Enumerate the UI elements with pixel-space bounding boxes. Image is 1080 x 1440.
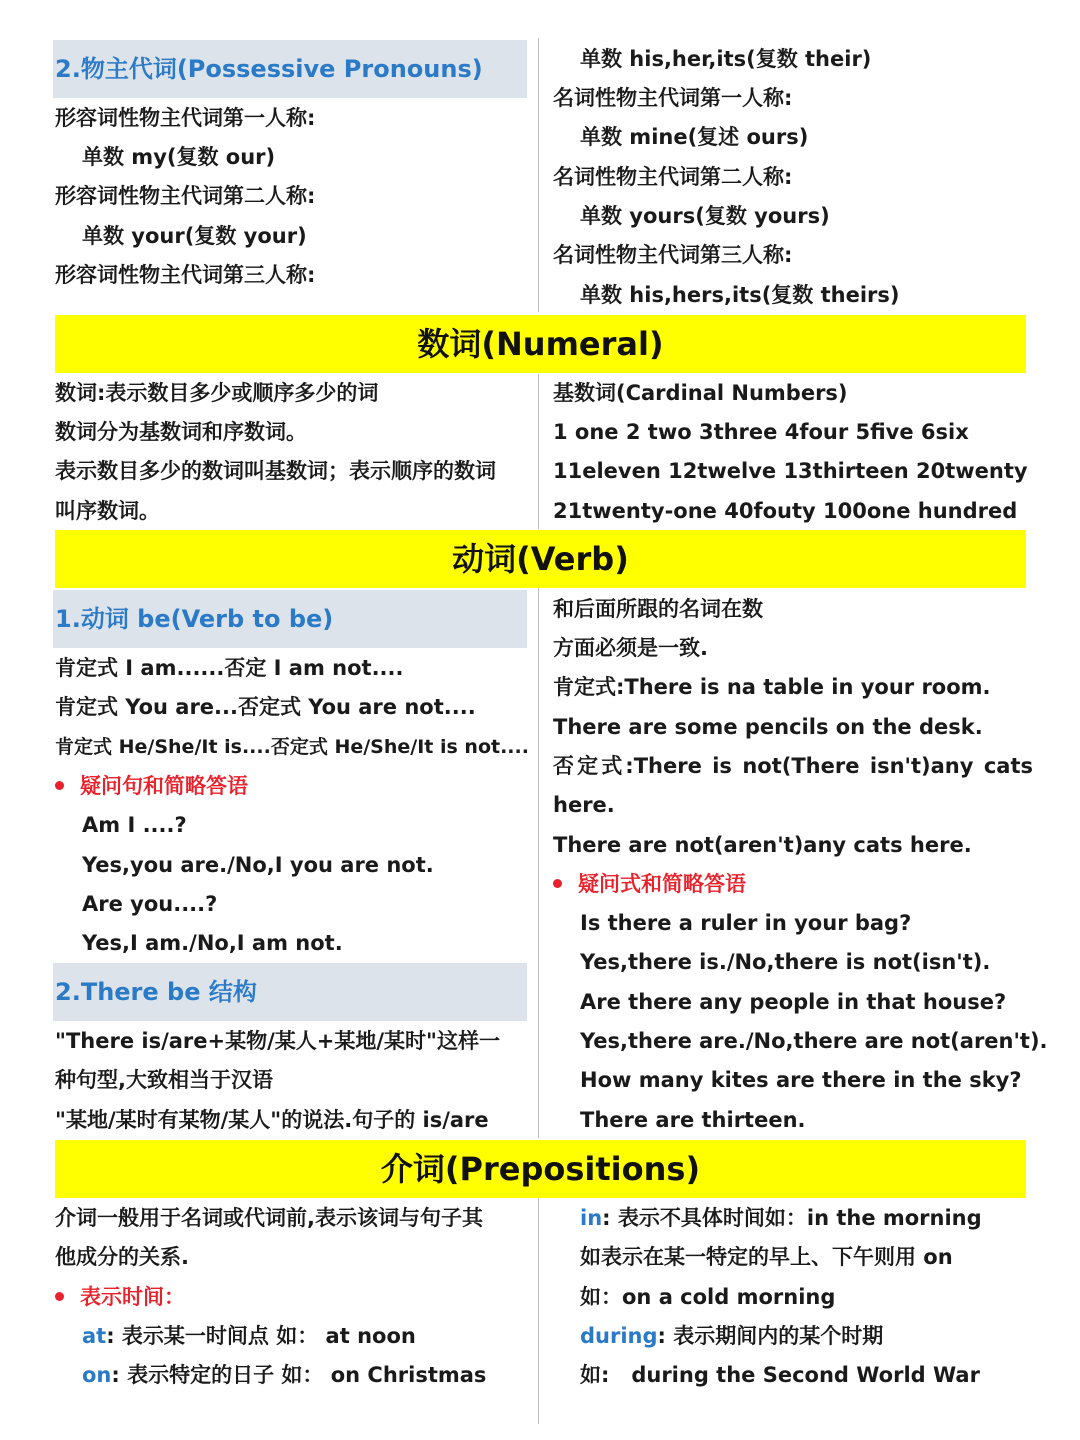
pronoun-right-line: 单数 mine(复述 ours): [580, 125, 809, 149]
numeral-left-line: 表示数目多少的数词叫基数词；表示顺序的数词: [55, 459, 496, 483]
verb-right-qa-line: There are thirteen.: [580, 1108, 806, 1132]
verb-right-line: 和后面所跟的名词在数: [553, 597, 763, 621]
numeral-right-line: 基数词(Cardinal Numbers): [553, 381, 848, 405]
numeral-right-line: 1 one 2 two 3three 4four 5five 6six: [553, 420, 969, 444]
bullet-dot-icon: [55, 781, 64, 790]
numeral-section-title: 数词(Numeral): [55, 315, 1026, 373]
pronoun-right-line: 名词性物主代词第三人称:: [553, 243, 793, 267]
verb-right-line: 肯定式:There is na table in your room.: [553, 675, 991, 699]
pronoun-left-line: 单数 my(复数 our): [82, 145, 276, 169]
pronoun-right-line: 单数 yours(复数 yours): [580, 204, 830, 228]
verb-section-title: 动词(Verb): [55, 530, 1026, 588]
prep-on-text: : 表示特定的日子 如： on Christmas: [111, 1363, 487, 1387]
verb-be-bullet: [55, 767, 527, 806]
pronoun-left-line: 形容词性物主代词第三人称:: [55, 263, 316, 287]
prep-at-line: [55, 1317, 554, 1356]
there-be-heading: 2.There be 结构: [53, 963, 527, 1021]
prep-intro-line: 他成分的关系.: [55, 1245, 189, 1269]
keyword-at: at: [82, 1324, 107, 1348]
prep-in-text: : 表示不具体时间如：in the morning: [602, 1206, 982, 1230]
verb-be-line: 肯定式 You are...否定式 You are not....: [55, 695, 476, 719]
bullet-dot-icon: [553, 879, 562, 888]
verb-right-qa-line: Yes,there is./No,there is not(isn't).: [580, 950, 991, 974]
pronoun-left-line: 单数 your(复数 your): [82, 224, 307, 248]
verb-right-qa-line: Are there any people in that house?: [580, 990, 1007, 1014]
prep-right-line: 如: during the Second World War: [580, 1363, 980, 1387]
numeral-left-line: 数词:表示数目多少或顺序多少的词: [55, 381, 379, 405]
numeral-left-line: 数词分为基数词和序数词。: [55, 420, 307, 444]
verb-be-line: 肯定式 He/She/It is....否定式 He/She/It is not....: [55, 736, 529, 758]
numeral-right-line: 21twenty-one 40fouty 100one hundred: [553, 499, 1018, 523]
bullet-label: 疑问式和简略答语: [578, 872, 746, 896]
keyword-on: on: [82, 1363, 112, 1387]
prep-in-line: [553, 1199, 1060, 1238]
pronoun-right-line: 单数 his,hers,its(复数 theirs): [580, 283, 900, 307]
possessive-pronouns-heading: 2.物主代词(Possessive Pronouns): [53, 40, 527, 98]
verb-right-qa-line: Is there a ruler in your bag?: [580, 911, 912, 935]
prep-during-text: : 表示期间内的某个时期: [657, 1324, 884, 1348]
prep-intro-line: 介词一般用于名词或代词前,表示该词与句子其: [55, 1206, 483, 1230]
verb-be-qa-line: Yes,you are./No,I you are not.: [82, 853, 434, 877]
prep-right-line: 如：on a cold morning: [580, 1285, 836, 1309]
verb-right-line: 方面必须是一致.: [553, 636, 708, 660]
numeral-left-line: 叫序数词。: [55, 499, 160, 523]
verb-be-qa-line: Are you....?: [82, 892, 218, 916]
keyword-in: in: [580, 1206, 603, 1230]
prep-time-bullet: [55, 1278, 527, 1317]
there-be-line: 种句型,大致相当于汉语: [55, 1068, 273, 1092]
there-be-line: "某地/某时有某物/某人"的说法.句子的 is/are: [55, 1108, 489, 1132]
pronoun-right-line: 名词性物主代词第二人称:: [553, 165, 793, 189]
verb-right-bullet: [553, 865, 1033, 904]
pronoun-right-line: 名词性物主代词第一人称:: [553, 86, 793, 110]
verb-right-qa-line: Yes,there are./No,there are not(aren't).: [580, 1029, 1048, 1053]
verb-right-line: 否定式:There is not(There isn't)any cats: [553, 754, 1033, 778]
prep-at-text: : 表示某一时间点 如： at noon: [106, 1324, 416, 1348]
numeral-right-line: 11eleven 12twelve 13thirteen 20twenty: [553, 459, 1028, 483]
pronoun-left-line: 形容词性物主代词第一人称:: [55, 106, 316, 130]
verb-be-qa-line: Yes,I am./No,I am not.: [82, 931, 343, 955]
verb-be-line: 肯定式 I am......否定 I am not....: [55, 656, 404, 680]
column-divider: [538, 374, 539, 529]
verb-be-qa-line: Am I ....?: [82, 813, 187, 837]
prep-on-line: [55, 1356, 554, 1395]
bullet-dot-icon: [55, 1292, 64, 1301]
verb-be-heading: 1.动词 be(Verb to be): [53, 590, 527, 648]
pronoun-left-line: 形容词性物主代词第二人称:: [55, 184, 316, 208]
prep-during-line: [553, 1317, 1060, 1356]
verb-right-line: There are some pencils on the desk.: [553, 715, 983, 739]
verb-right-qa-line: How many kites are there in the sky?: [580, 1068, 1022, 1092]
there-be-line: "There is/are+某物/某人+某地/某时"这样一: [55, 1029, 500, 1053]
bullet-label: 表示时间：: [80, 1285, 185, 1309]
verb-right-line: here.: [553, 793, 615, 817]
pronoun-right-line: 单数 his,her,its(复数 their): [580, 47, 872, 71]
prepositions-section-title: 介词(Prepositions): [55, 1140, 1026, 1198]
verb-right-line: There are not(aren't)any cats here.: [553, 833, 972, 857]
keyword-during: during: [580, 1324, 658, 1348]
prep-right-line: 如表示在某一特定的早上、下午则用 on: [580, 1245, 953, 1269]
bullet-label: 疑问句和简略答语: [80, 774, 248, 798]
